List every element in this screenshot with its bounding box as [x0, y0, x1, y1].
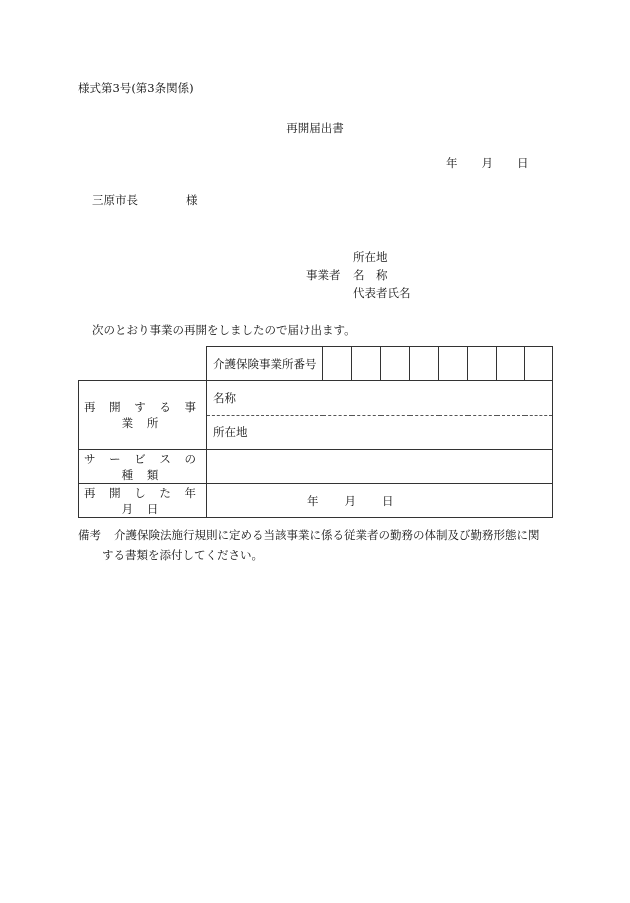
date-day-label: 日: [517, 156, 529, 170]
addressee-honorific: 様: [186, 193, 198, 207]
intro-sentence: 次のとおり事業の再開をしましたので届け出ます。: [92, 323, 356, 337]
service-type-field[interactable]: [207, 450, 553, 484]
office-number-label: 介護保険事業所番号: [207, 347, 323, 381]
office-row-name: [79, 381, 553, 416]
office-label: 再 開 す る 事 業 所: [79, 381, 207, 450]
resume-date-label: 再 開 し た 年 月 日: [79, 484, 207, 518]
applicant-representative-label: 代表者氏名: [353, 286, 411, 300]
resume-month-label: 月: [344, 493, 356, 508]
blank-corner: [79, 347, 207, 381]
date-month-label: 月: [481, 156, 493, 170]
addressee-name: 三原市長: [92, 193, 138, 207]
resume-form-table: [78, 346, 553, 518]
resume-date-row: [79, 484, 553, 518]
form-number-label: 様式第3号(第3条関係): [78, 81, 194, 95]
document-title: 再開届出書: [286, 121, 344, 135]
addressee: [92, 192, 198, 208]
office-name-label: 名称: [213, 390, 236, 405]
number-box[interactable]: [497, 347, 525, 381]
number-row: [79, 347, 553, 381]
remarks-lead: 備考: [78, 528, 101, 542]
number-box[interactable]: [410, 347, 439, 381]
number-box[interactable]: [525, 347, 553, 381]
remarks-line-2: する書類を添付してください。: [102, 548, 263, 562]
number-box[interactable]: [468, 347, 497, 381]
office-name-field[interactable]: [207, 381, 553, 416]
applicant-block: [306, 248, 411, 302]
resume-year-label: 年: [307, 493, 319, 508]
service-type-label: サ ー ビ ス の 種 類: [79, 450, 207, 484]
remarks: [78, 525, 540, 565]
office-address-label: 所在地: [213, 425, 248, 440]
number-box[interactable]: [439, 347, 468, 381]
applicant-address-label: 所在地: [353, 250, 388, 264]
resume-date-field[interactable]: [207, 484, 553, 518]
office-address-field[interactable]: [207, 415, 553, 450]
number-box[interactable]: [352, 347, 381, 381]
service-row: [79, 450, 553, 484]
resume-day-label: 日: [382, 493, 394, 508]
number-box[interactable]: [323, 347, 352, 381]
remarks-line-1: 介護保険法施行規則に定める当該事業に係る従業者の勤務の体制及び勤務形態に関: [114, 528, 540, 542]
date-year-label: 年: [446, 156, 458, 170]
applicant-group-label: 事業者: [306, 268, 341, 282]
applicant-name-label: 名 称: [353, 268, 388, 282]
number-box[interactable]: [381, 347, 410, 381]
submission-date: [446, 155, 529, 171]
